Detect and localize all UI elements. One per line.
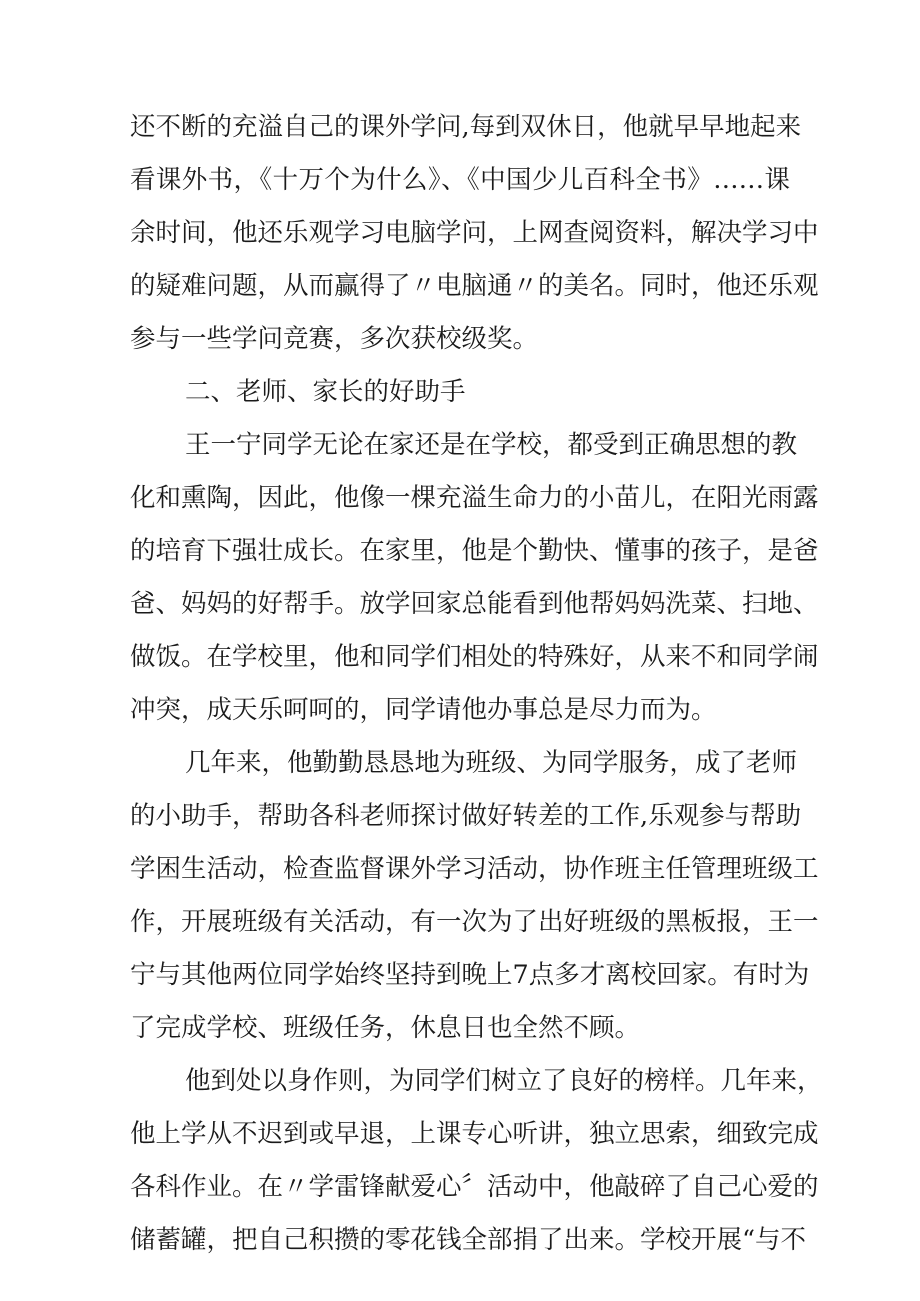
text-line: 看课外书，《十万个为什么》、《中国少儿百科全书》……课: [130, 165, 790, 195]
text-line: 了完成学校、班级任务，休息日也全然不顾。: [130, 1013, 641, 1043]
text-line: 冲突，成天乐呵呵的，同学请他办事总是尽力而为。: [130, 695, 717, 725]
text-line: 各科作业。在〃学雷锋献爱心〞活动中，他敲碎了自己心爱的: [130, 1172, 819, 1202]
text-line: 他到处以身作则，为同学们树立了良好的榜样。几年来，: [185, 1066, 823, 1096]
text-line: 王一宁同学无论在家还是在学校，都受到正确思想的教: [185, 430, 798, 460]
text-line: 化和熏陶，因此，他像一棵充溢生命力的小苗儿，在阳光雨露: [130, 483, 819, 513]
text-line: 储蓄罐，把自己积攒的零花钱全部捐了出来。学校开展“与不: [130, 1225, 807, 1255]
text-line: 做饭。在学校里，他和同学们相处的特殊好，从来不和同学闹: [130, 642, 819, 672]
text-line: 几年来，他勤勤恳恳地为班级、为同学服务，成了老师: [185, 748, 798, 778]
text-line: 宁与其他两位同学始终坚持到晚上7点多才离校回家。有时为: [130, 960, 810, 990]
text-line: 参与一些学问竞赛，多次获校级奖。: [130, 324, 539, 354]
text-line: 的小助手，帮助各科老师探讨做好转差的工作,乐观参与帮助: [130, 801, 802, 831]
section-heading: 二、老师、家长的好助手: [185, 377, 466, 407]
text-line: 还不断的充溢自己的课外学问,每到双休日，他就早早地起来: [130, 112, 802, 142]
text-line: 学困生活动，检查监督课外学习活动，协作班主任管理班级工: [130, 854, 819, 884]
text-line: 爸、妈妈的好帮手。放学回家总能看到他帮妈妈洗菜、扫地、: [130, 589, 819, 619]
text-line: 余时间，他还乐观学习电脑学问，上网查阅资料，解决学习中: [130, 218, 819, 248]
text-line: 他上学从不迟到或早退，上课专心听讲，独立思索，细致完成: [130, 1119, 819, 1149]
text-line: 的培育下强壮成长。在家里，他是个勤快、懂事的孩子，是爸: [130, 536, 819, 566]
text-line: 作，开展班级有关活动，有一次为了出好班级的黑板报，王一: [130, 907, 819, 937]
text-line: 的疑难问题，从而赢得了〃电脑通〃的美名。同时，他还乐观: [130, 271, 819, 301]
